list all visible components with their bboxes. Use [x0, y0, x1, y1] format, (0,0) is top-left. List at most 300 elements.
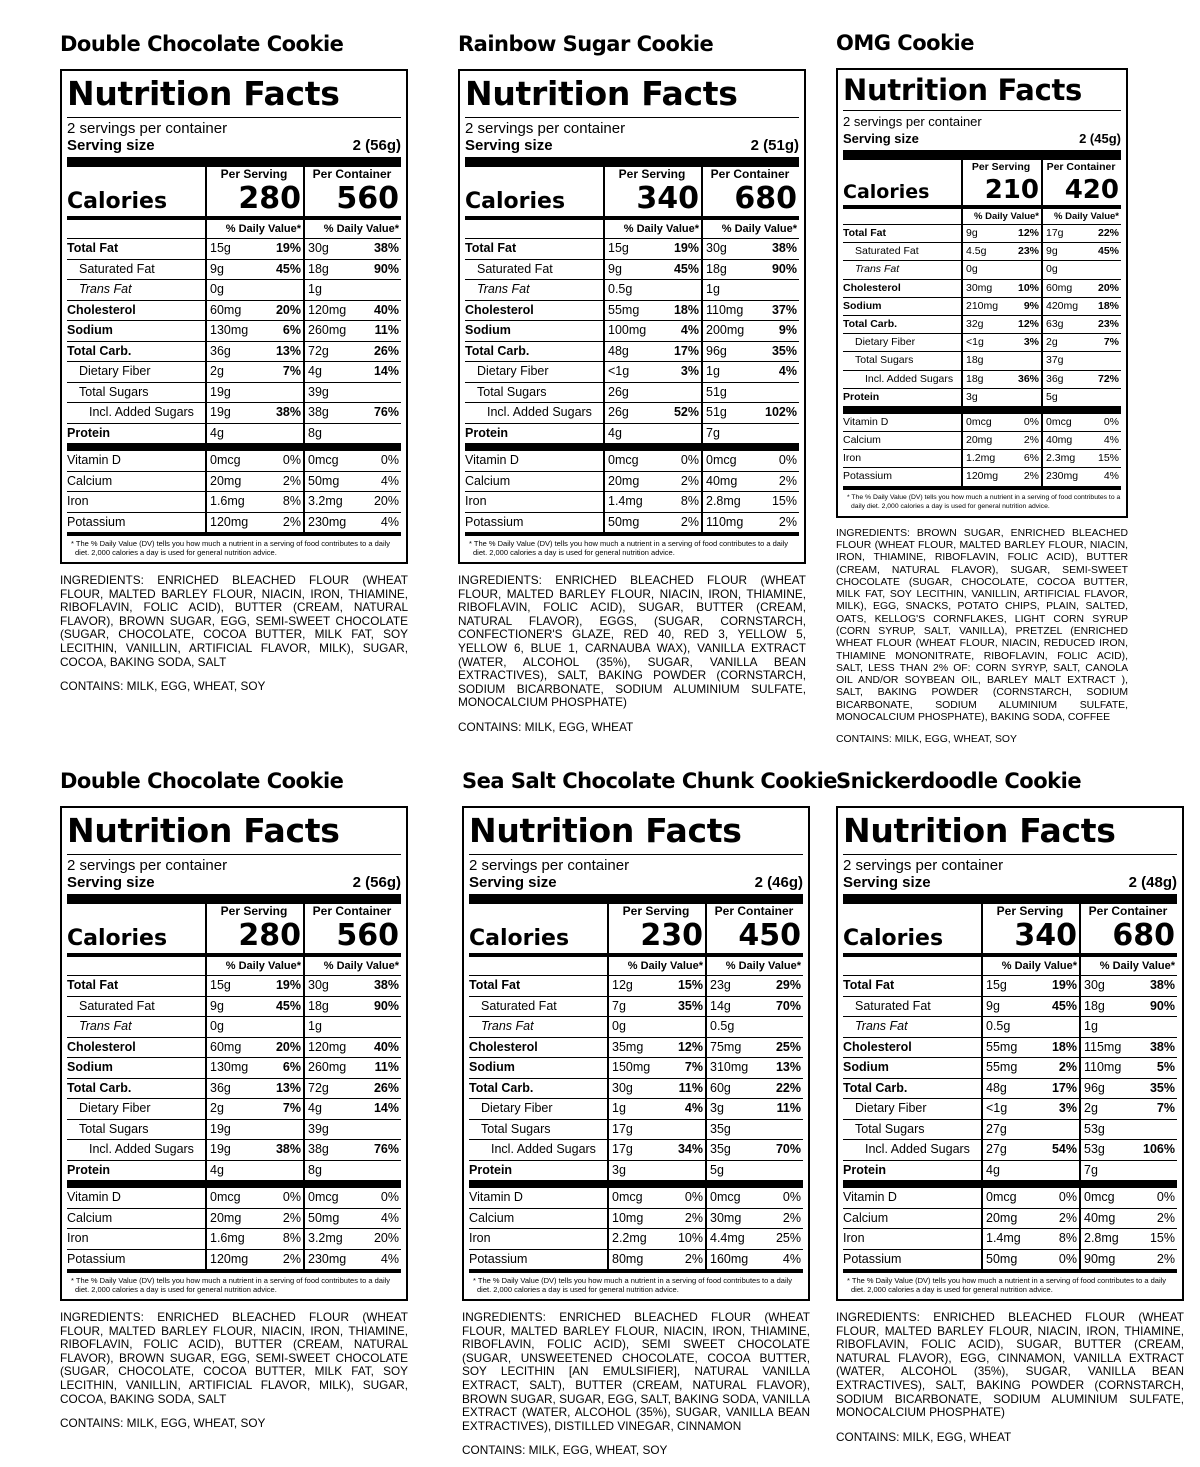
allergen-contains: CONTAINS: MILK, EGG, WHEAT, SOY — [60, 679, 266, 694]
per-container-cell — [1079, 1140, 1177, 1160]
calories-per-serving: 340 — [1014, 918, 1077, 953]
per-container-percent: 5% — [1156, 1060, 1175, 1074]
per-container-percent: 9% — [778, 323, 797, 337]
calories-label: Calories — [465, 189, 566, 214]
per-serving-cell — [981, 1120, 1079, 1140]
per-serving-cell — [603, 451, 701, 471]
per-serving-percent: 45% — [275, 998, 301, 1013]
per-container-cell — [303, 1017, 401, 1037]
nutrient-name: Saturated Fat — [855, 998, 931, 1013]
per-serving-amount: 130mg — [210, 1060, 249, 1074]
nutrient-name: Potassium — [67, 514, 126, 529]
nutrient-row — [67, 1038, 401, 1059]
per-container-cell — [1079, 1038, 1177, 1058]
per-serving-percent: 19% — [1051, 978, 1077, 992]
per-container-cell — [701, 280, 799, 300]
nutrient-rows — [67, 239, 401, 536]
nutrient-row — [67, 362, 401, 383]
per-container-cell — [705, 1120, 803, 1140]
per-serving-amount: 210mg — [966, 299, 999, 312]
per-container-percent: 35% — [1149, 1080, 1175, 1095]
per-serving-percent: 2% — [282, 1210, 301, 1225]
nutrient-name: Total Sugars — [855, 354, 914, 367]
per-serving-amount: 26g — [608, 384, 629, 399]
nutrient-name: Saturated Fat — [855, 245, 919, 258]
per-container-amount: 39g — [308, 1121, 329, 1136]
nutrient-name: Cholesterol — [465, 302, 534, 317]
nutrient-name: Sodium — [465, 323, 511, 337]
per-serving-percent: 8% — [282, 1231, 301, 1245]
per-container-percent: 4% — [1103, 434, 1119, 447]
per-serving-cell — [961, 225, 1041, 242]
calories-row — [843, 904, 1177, 957]
per-container-amount: 8g — [308, 425, 322, 440]
nutrient-name: Total Fat — [469, 978, 521, 992]
per-container-amount: 260mg — [308, 1060, 347, 1074]
per-serving-percent: 45% — [1051, 998, 1077, 1013]
calories-label: Calories — [67, 926, 168, 951]
per-serving-amount: 15g — [210, 978, 231, 992]
per-serving-percent: 23% — [1017, 245, 1039, 258]
per-serving-cell — [603, 383, 701, 403]
per-container-amount: 420mg — [1046, 299, 1079, 312]
per-serving-amount: 0g — [210, 1019, 224, 1033]
per-serving-amount: 20mg — [608, 473, 640, 488]
per-container-cell — [303, 1038, 401, 1058]
calories-per-serving: 230 — [640, 918, 703, 953]
thick-divider — [465, 157, 799, 167]
per-serving-amount: 30mg — [966, 281, 993, 294]
per-container-cell — [303, 997, 401, 1017]
nutrient-row — [67, 1250, 401, 1274]
nutrient-row — [469, 1209, 803, 1230]
per-container-amount: 35g — [710, 1121, 731, 1136]
per-serving-amount: 17g — [612, 1142, 633, 1156]
dv-label-serving: % Daily Value* — [603, 220, 701, 238]
per-container-percent: 4% — [380, 1210, 399, 1225]
per-container-percent: 26% — [373, 1080, 399, 1095]
per-container-percent: 20% — [373, 1231, 399, 1245]
per-serving-amount: 15g — [210, 241, 231, 255]
per-container-percent: 14% — [373, 364, 399, 378]
per-container-percent: 7% — [1103, 336, 1119, 349]
per-container-cell — [705, 1161, 803, 1181]
nutrient-row — [469, 1058, 803, 1079]
per-serving-label: Per Serving — [220, 904, 288, 918]
thick-divider — [67, 894, 401, 904]
per-container-cell — [1079, 1058, 1177, 1078]
per-serving-percent: 19% — [275, 978, 301, 992]
nutrient-name: Total Carb. — [469, 1080, 534, 1095]
per-container-amount: 3.2mg — [308, 1231, 343, 1245]
calories-label: Calories — [843, 926, 944, 951]
per-serving-amount: 2g — [210, 364, 224, 378]
cookie-title: Rainbow Sugar Cookie — [458, 32, 714, 56]
per-serving-cell — [961, 432, 1041, 449]
nutrient-row — [469, 1079, 803, 1100]
nutrient-row — [67, 260, 401, 281]
per-container-amount: 9g — [1046, 245, 1058, 258]
per-container-amount: 53g — [1084, 1121, 1105, 1136]
nutrient-name: Total Fat — [843, 227, 886, 239]
servings-per-container: 2 servings per container — [67, 120, 228, 137]
per-serving-cell — [607, 1161, 705, 1181]
per-serving-cell — [981, 1229, 1079, 1249]
per-serving-percent: 3% — [1058, 1101, 1077, 1115]
per-serving-cell — [981, 1188, 1079, 1208]
allergen-contains: CONTAINS: MILK, EGG, WHEAT, SOY — [836, 734, 1017, 746]
calories-per-container-cell — [303, 167, 401, 216]
nutrient-name: Iron — [67, 1231, 89, 1245]
per-container-cell — [303, 383, 401, 403]
per-serving-amount: 48g — [608, 343, 629, 358]
per-serving-amount: 18g — [966, 354, 984, 367]
per-serving-cell — [961, 243, 1041, 260]
nutrient-name: Trans Fat — [477, 282, 530, 296]
daily-value-header — [67, 220, 401, 239]
per-serving-cell — [981, 1161, 1079, 1181]
nutrient-name: Vitamin D — [469, 1190, 523, 1204]
per-container-percent: 37% — [771, 302, 797, 317]
per-container-amount: 50mg — [308, 473, 340, 488]
per-serving-amount: 80mg — [612, 1251, 644, 1266]
per-serving-percent: 0% — [282, 1190, 301, 1204]
per-serving-amount: 60mg — [210, 1039, 242, 1054]
per-serving-cell — [205, 321, 303, 341]
per-serving-amount: 7g — [612, 998, 626, 1013]
per-container-amount: 110mg — [706, 302, 744, 317]
per-serving-cell — [961, 450, 1041, 467]
per-serving-amount: 19g — [210, 405, 231, 419]
per-serving-amount: 18g — [966, 372, 984, 385]
per-container-amount: 51g — [706, 384, 727, 399]
per-container-percent: 15% — [1149, 1231, 1175, 1245]
serving-size-label: Serving size — [465, 137, 553, 154]
nutrient-name: Total Sugars — [481, 1121, 551, 1136]
calories-per-container: 680 — [1112, 918, 1175, 953]
per-serving-percent: 9% — [1023, 299, 1039, 312]
per-container-cell — [705, 1079, 803, 1099]
per-container-percent: 2% — [1156, 1251, 1175, 1266]
nutrient-row — [843, 468, 1121, 489]
per-serving-amount: 20mg — [966, 434, 993, 447]
nutrient-row — [67, 1209, 401, 1230]
servings-per-container: 2 servings per container — [465, 120, 626, 137]
cookie-card — [462, 764, 838, 1458]
per-serving-amount: 0mcg — [608, 453, 639, 467]
per-container-percent: 76% — [373, 405, 399, 419]
per-container-cell — [1041, 316, 1121, 333]
serving-size-row — [469, 874, 803, 891]
thick-divider — [843, 894, 1177, 904]
per-container-percent: 38% — [771, 241, 797, 255]
nutrient-name: Trans Fat — [79, 282, 132, 296]
per-serving-cell — [205, 1161, 303, 1181]
per-container-amount: 2g — [1084, 1101, 1098, 1115]
nutrient-row — [843, 450, 1121, 468]
per-container-percent: 29% — [775, 978, 801, 992]
nutrient-row — [465, 260, 799, 281]
per-serving-amount: 19g — [210, 1142, 231, 1156]
dv-label-serving: % Daily Value* — [981, 957, 1079, 975]
nutrition-facts-panel — [60, 69, 408, 564]
per-serving-amount: 55mg — [986, 1039, 1018, 1054]
nutrient-row — [67, 239, 401, 260]
per-serving-amount: 150mg — [612, 1060, 651, 1074]
per-serving-percent: 2% — [1058, 1210, 1077, 1225]
per-serving-label: Per Serving — [622, 904, 690, 918]
serving-size-label: Serving size — [67, 874, 155, 891]
divider — [843, 854, 1177, 855]
per-container-amount: 3.2mg — [308, 494, 343, 508]
per-serving-amount: 48g — [986, 1080, 1007, 1095]
per-serving-percent: 45% — [275, 261, 301, 276]
divider — [465, 117, 799, 118]
per-container-percent: 102% — [765, 405, 797, 419]
nutrient-row — [843, 280, 1121, 298]
dv-label-serving: % Daily Value* — [205, 220, 303, 238]
daily-value-header — [843, 957, 1177, 976]
per-container-cell — [701, 383, 799, 403]
per-serving-percent: 0% — [680, 453, 699, 467]
per-serving-cell — [205, 1079, 303, 1099]
per-serving-amount: 15g — [986, 978, 1007, 992]
nutrient-name: Sodium — [67, 323, 113, 337]
per-container-amount: 39g — [308, 384, 329, 399]
daily-value-footnote: * The % Daily Value (DV) tells you how much a nutrient in a serving of food contributes to a daily diet. 2,000 calories a day is used for general nutrition advice. — [847, 1276, 1167, 1294]
per-serving-amount: 20mg — [986, 1210, 1018, 1225]
per-container-amount: 50mg — [308, 1210, 340, 1225]
cookie-card — [836, 764, 1184, 1444]
per-serving-amount: <1g — [608, 364, 630, 378]
nutrient-name: Total Carb. — [67, 1080, 132, 1095]
nutrient-rows — [843, 225, 1121, 490]
cookie-title: Double Chocolate Cookie — [60, 32, 344, 56]
nutrient-row — [843, 1250, 1177, 1274]
nutrient-row — [843, 1229, 1177, 1250]
nutrient-name: Trans Fat — [481, 1019, 534, 1033]
per-container-cell — [1079, 1209, 1177, 1229]
per-container-cell — [1079, 997, 1177, 1017]
per-serving-percent: 0% — [282, 453, 301, 467]
per-serving-percent: 3% — [1023, 336, 1039, 349]
daily-value-footnote: * The % Daily Value (DV) tells you how much a nutrient in a serving of food contributes to a daily diet. 2,000 calories a day is used for general nutrition advice. — [469, 539, 789, 557]
per-container-amount: 0mcg — [1046, 415, 1072, 428]
nutrient-name: Total Fat — [843, 978, 895, 992]
per-container-cell — [705, 1017, 803, 1037]
per-serving-percent: 2% — [1023, 470, 1039, 483]
ingredients-text: INGREDIENTS: ENRICHED BLEACHED FLOUR (WHEAT FLOUR, MALTED BARLEY FLOUR, NIACIN, IRON, THIAMINE, RIBOFLAVIN, FOLIC ACID), SEMI SWEET CHOCOLATE (SUGAR, UNSWEETENED CHOCOLATE, COCOA BUTTER, SOY LECITHIN [AN EMULSIFIER], NATURAL VANILLA EXTRACT, SALT), BUTTER (CREAM, NATURAL FLAVOR), BROWN SUGAR, SUGAR, EGG, SALT, BAKING SODA, VANILLA EXTRACT (WATER, ALCOHOL (35%), SUGAR, VANILLA BEAN EXTRACTIVES), DISTILLED VINEGAR, CINNAMON — [462, 1310, 810, 1433]
per-container-percent: 22% — [1097, 227, 1119, 239]
per-serving-amount: <1g — [966, 336, 984, 349]
nutrient-row — [465, 403, 799, 424]
per-serving-amount: 9g — [210, 998, 224, 1013]
nutrient-row — [843, 316, 1121, 334]
per-serving-cell — [607, 1140, 705, 1160]
per-serving-amount: 20mg — [210, 1210, 242, 1225]
nutrient-row — [67, 383, 401, 404]
nutrient-name: Protein — [469, 1162, 513, 1177]
per-serving-cell — [607, 1079, 705, 1099]
cookie-card — [60, 764, 408, 1430]
per-serving-percent: 13% — [275, 343, 301, 358]
nutrient-rows — [465, 239, 799, 536]
per-serving-label: Per Serving — [618, 167, 686, 181]
nutrient-row — [843, 1209, 1177, 1230]
per-container-cell — [1041, 414, 1121, 431]
per-container-cell — [1079, 1017, 1177, 1037]
per-serving-amount: 27g — [986, 1121, 1007, 1136]
nutrient-row — [465, 342, 799, 363]
per-container-label: Per Container — [1046, 161, 1116, 173]
per-container-amount: 30g — [706, 241, 727, 255]
thick-divider — [843, 150, 1121, 160]
nutrient-name: Dietary Fiber — [477, 364, 549, 378]
per-container-cell — [303, 1079, 401, 1099]
per-serving-percent: 10% — [1017, 281, 1039, 294]
nutrient-row — [67, 1229, 401, 1250]
per-serving-percent: 54% — [1051, 1142, 1077, 1156]
per-serving-cell — [205, 301, 303, 321]
nutrition-facts-panel — [462, 806, 810, 1301]
nutrient-row — [67, 1079, 401, 1100]
per-container-label: Per Container — [1088, 904, 1168, 918]
nutrient-row — [843, 414, 1121, 432]
nutrient-name: Trans Fat — [79, 1019, 132, 1033]
calories-label: Calories — [67, 189, 168, 214]
per-container-amount: 260mg — [308, 323, 347, 337]
daily-value-footnote: * The % Daily Value (DV) tells you how much a nutrient in a serving of food contributes to a daily diet. 2,000 calories a day is used for general nutrition advice. — [473, 1276, 793, 1294]
calories-row — [843, 160, 1121, 209]
per-container-percent: 0% — [380, 1190, 399, 1204]
per-container-amount: 51g — [706, 405, 727, 419]
per-serving-cell — [205, 451, 303, 471]
per-serving-cell — [981, 1058, 1079, 1078]
per-container-percent: 76% — [373, 1142, 399, 1156]
nutrient-row — [67, 976, 401, 997]
per-serving-cell — [603, 424, 701, 444]
nutrient-row — [843, 261, 1121, 279]
per-serving-cell — [205, 383, 303, 403]
per-serving-amount: 20mg — [210, 473, 242, 488]
per-serving-cell — [205, 1120, 303, 1140]
nutrient-row — [469, 1229, 803, 1250]
per-serving-percent: 13% — [275, 1080, 301, 1095]
per-container-amount: 120mg — [308, 302, 347, 317]
per-serving-cell — [205, 1209, 303, 1229]
per-container-amount: 14g — [710, 998, 731, 1013]
per-container-percent: 38% — [373, 241, 399, 255]
per-serving-percent: 19% — [275, 241, 301, 255]
per-container-percent: 70% — [775, 1142, 801, 1156]
nutrient-row — [465, 424, 799, 452]
per-container-cell — [1041, 261, 1121, 278]
per-serving-cell — [205, 260, 303, 280]
nutrient-row — [843, 997, 1177, 1018]
per-serving-percent: 2% — [282, 514, 301, 529]
per-serving-amount: 3g — [966, 390, 978, 403]
serving-size-value: 2 (56g) — [352, 137, 401, 154]
per-container-amount: 40mg — [706, 473, 738, 488]
per-serving-label: Per Serving — [996, 904, 1064, 918]
per-serving-amount: 36g — [210, 1080, 231, 1095]
per-container-percent: 0% — [778, 453, 797, 467]
calories-per-serving: 210 — [984, 175, 1039, 205]
cookie-title: OMG Cookie — [836, 31, 974, 55]
nutrient-row — [67, 513, 401, 537]
per-container-cell — [1041, 371, 1121, 388]
nutrient-row — [469, 1120, 803, 1141]
per-serving-amount: 4.5g — [966, 245, 987, 258]
per-serving-amount: 4g — [608, 425, 622, 440]
per-serving-cell — [607, 1058, 705, 1078]
divider — [67, 854, 401, 855]
per-container-cell — [701, 321, 799, 341]
nutrient-name: Total Sugars — [477, 384, 547, 399]
per-container-percent: 11% — [374, 1060, 399, 1074]
nutrient-name: Iron — [469, 1231, 491, 1245]
per-container-amount: 75mg — [710, 1039, 742, 1054]
nutrient-name: Dietary Fiber — [855, 336, 916, 349]
dv-label-serving: % Daily Value* — [607, 957, 705, 975]
per-container-percent: 90% — [771, 261, 797, 276]
per-container-amount: 1g — [308, 1019, 322, 1033]
dv-label-serving: % Daily Value* — [961, 209, 1041, 224]
per-serving-amount: 0g — [966, 263, 978, 276]
nutrient-row — [67, 1161, 401, 1189]
per-serving-cell — [961, 371, 1041, 388]
nutrient-row — [469, 1099, 803, 1120]
per-container-percent: 25% — [775, 1039, 801, 1054]
per-serving-amount: 9g — [966, 227, 978, 239]
nutrition-facts-heading: Nutrition Facts — [67, 74, 340, 113]
nutrient-row — [67, 1120, 401, 1141]
per-container-amount: 4.4mg — [710, 1231, 745, 1245]
per-serving-amount: 0g — [612, 1019, 626, 1033]
per-container-cell — [303, 260, 401, 280]
per-container-cell — [303, 1120, 401, 1140]
nutrient-name: Incl. Added Sugars — [865, 372, 954, 385]
per-serving-cell — [981, 1209, 1079, 1229]
per-container-amount: 230mg — [1046, 470, 1079, 483]
nutrient-row — [843, 1079, 1177, 1100]
per-serving-percent: 8% — [680, 494, 699, 508]
nutrition-facts-heading: Nutrition Facts — [67, 811, 340, 850]
per-serving-cell — [205, 1038, 303, 1058]
per-container-percent: 4% — [1103, 470, 1119, 483]
nutrient-name: Potassium — [469, 1251, 528, 1266]
per-container-amount: 18g — [1084, 998, 1105, 1013]
per-container-amount: 37g — [1046, 354, 1064, 367]
per-serving-amount: 27g — [986, 1142, 1007, 1156]
per-serving-label: Per Serving — [971, 161, 1031, 173]
per-container-cell — [1041, 432, 1121, 449]
per-container-cell — [1079, 1161, 1177, 1181]
nutrient-name: Protein — [67, 1162, 111, 1177]
per-container-amount: 3g — [710, 1101, 724, 1115]
dv-label-container: % Daily Value* — [705, 957, 803, 975]
per-container-percent: 90% — [373, 998, 399, 1013]
per-serving-amount: 0mcg — [210, 453, 241, 467]
nutrient-name: Potassium — [465, 514, 524, 529]
nutrient-name: Total Sugars — [79, 1121, 149, 1136]
nutrient-row — [67, 403, 401, 424]
per-container-amount: 18g — [706, 261, 727, 276]
cookie-title: Double Chocolate Cookie — [60, 769, 344, 793]
calories-per-container: 560 — [336, 918, 399, 953]
per-serving-cell — [981, 1079, 1079, 1099]
per-container-percent: 4% — [778, 364, 797, 378]
